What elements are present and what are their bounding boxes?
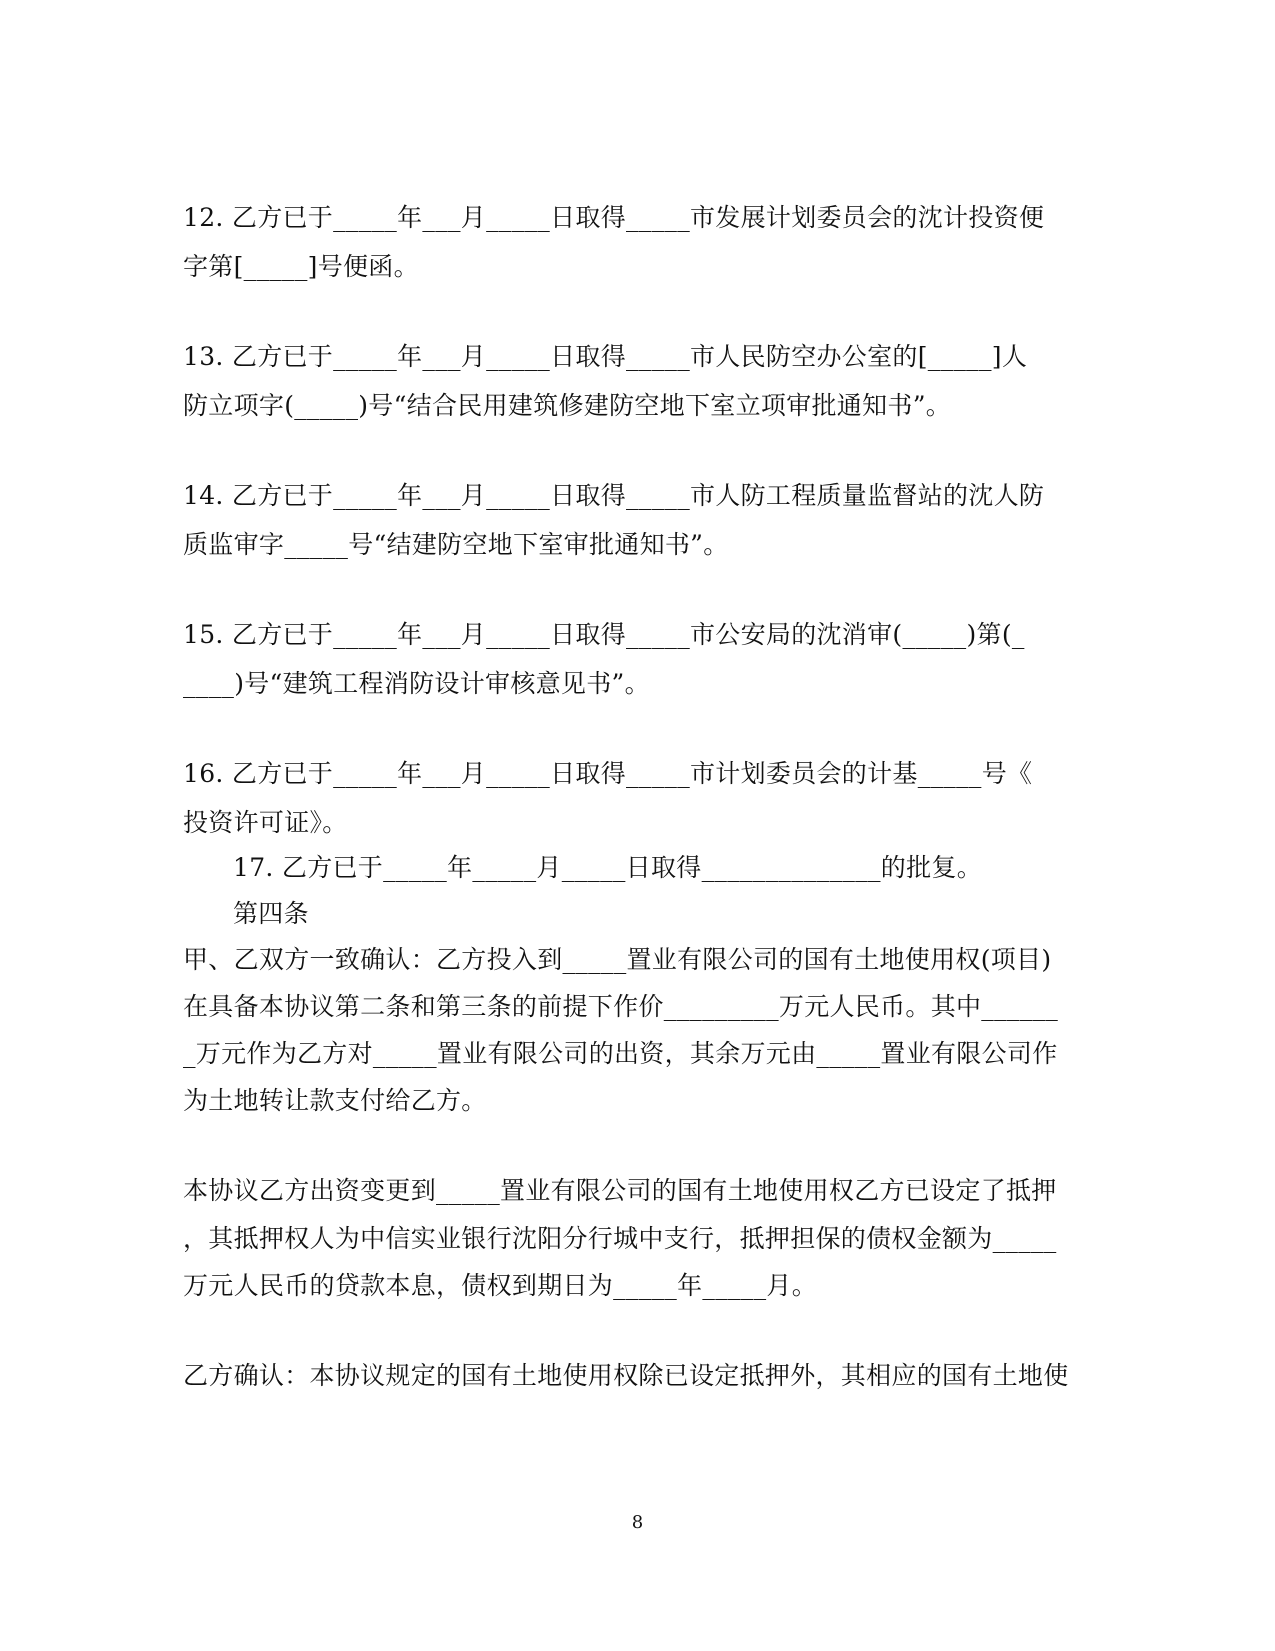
clause-12-line-2: 字第[_____]号便函。 bbox=[183, 252, 419, 281]
article-4-para-1-line-4: 为土地转让款支付给乙方。 bbox=[183, 1086, 487, 1115]
mortgage-para-line-1: 本协议乙方出资变更到_____置业有限公司的国有土地使用权乙方已设定了抵押 bbox=[183, 1176, 1057, 1205]
confirmation-para-line-1: 乙方确认：本协议规定的国有土地使用权除已设定抵押外，其相应的国有土地使 bbox=[183, 1361, 1069, 1390]
mortgage-para-line-3: 万元人民币的贷款本息，债权到期日为_____年_____月。 bbox=[183, 1271, 818, 1300]
clause-17-line: 17. 乙方已于_____年_____月_____日取得______________的批复。 bbox=[233, 853, 983, 882]
clause-15-line-2: ____)号“建筑工程消防设计审核意见书”。 bbox=[183, 669, 650, 698]
clause-12-line-1: 12. 乙方已于_____年___月_____日取得_____市发展计划委员会的沈计投资便 bbox=[183, 203, 1045, 232]
clause-14-line-1: 14. 乙方已于_____年___月_____日取得_____市人防工程质量监督站的沈人防 bbox=[183, 481, 1045, 510]
mortgage-para-line-2: ，其抵押权人为中信实业银行沈阳分行城中支行，抵押担保的债权金额为_____ bbox=[183, 1224, 1057, 1253]
clause-15-line-1: 15. 乙方已于_____年___月_____日取得_____市公安局的沈消审(_____)第(_ bbox=[183, 620, 1025, 649]
clause-13-line-1: 13. 乙方已于_____年___月_____日取得_____市人民防空办公室的[_____]人 bbox=[183, 342, 1028, 371]
clause-16-line-1: 16. 乙方已于_____年___月_____日取得_____市计划委员会的计基_____号《 bbox=[183, 759, 1033, 788]
article-4-para-1-line-3: _万元作为乙方对_____置业有限公司的出资，其余万元由_____置业有限公司作 bbox=[183, 1039, 1058, 1068]
article-4-heading: 第四条 bbox=[233, 899, 309, 928]
clause-13-line-2: 防立项字(_____)号“结合民用建筑修建防空地下室立项审批通知书”。 bbox=[183, 391, 952, 420]
clause-14-line-2: 质监审字_____号“结建防空地下室审批通知书”。 bbox=[183, 530, 729, 559]
page-number: 8 bbox=[631, 1512, 644, 1533]
article-4-para-1-line-1: 甲、乙双方一致确认：乙方投入到_____置业有限公司的国有土地使用权(项目) bbox=[183, 945, 1052, 974]
clause-16-line-2: 投资许可证》。 bbox=[183, 808, 348, 837]
article-4-para-1-line-2: 在具备本协议第二条和第三条的前提下作价_________万元人民币。其中______ bbox=[183, 992, 1059, 1021]
